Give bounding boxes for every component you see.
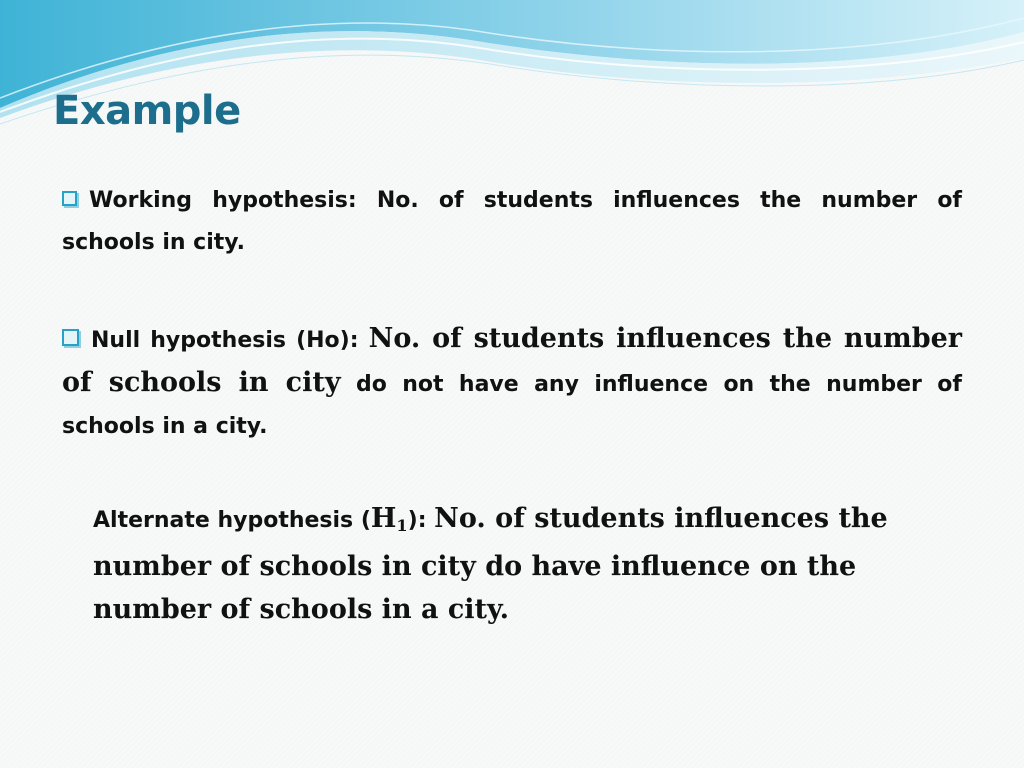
alternate-hypothesis-label-prefix: Alternate hypothesis ( xyxy=(93,508,371,533)
alternate-hypothesis-item xyxy=(93,498,973,632)
alternate-hypothesis-symbol-base: H xyxy=(370,503,397,534)
null-hypothesis-text-serif: No. of students influences the number of schools in city xyxy=(62,323,962,398)
slide-title: Example xyxy=(53,88,241,134)
alternate-hypothesis-symbol xyxy=(371,503,408,534)
null-hypothesis-item xyxy=(62,318,962,448)
working-hypothesis-text: No. of students influences the number of schools in city. xyxy=(62,188,962,255)
alternate-hypothesis-label-suffix: ): xyxy=(407,508,435,533)
null-hypothesis-label: Null hypothesis (Ho): xyxy=(91,328,369,353)
alternate-hypothesis-symbol-sub: 1 xyxy=(396,516,408,536)
square-bullet-icon xyxy=(62,329,79,346)
working-hypothesis-item xyxy=(62,180,962,264)
square-bullet-icon xyxy=(62,191,77,206)
alternate-hypothesis-text: No. of students influences the number of schools in city do have influence on the number of schools in a city. xyxy=(93,503,888,626)
null-hypothesis-text-tail: do not have any influence on the number of schools in a city. xyxy=(62,372,962,439)
working-hypothesis-label: Working hypothesis: xyxy=(89,188,377,213)
